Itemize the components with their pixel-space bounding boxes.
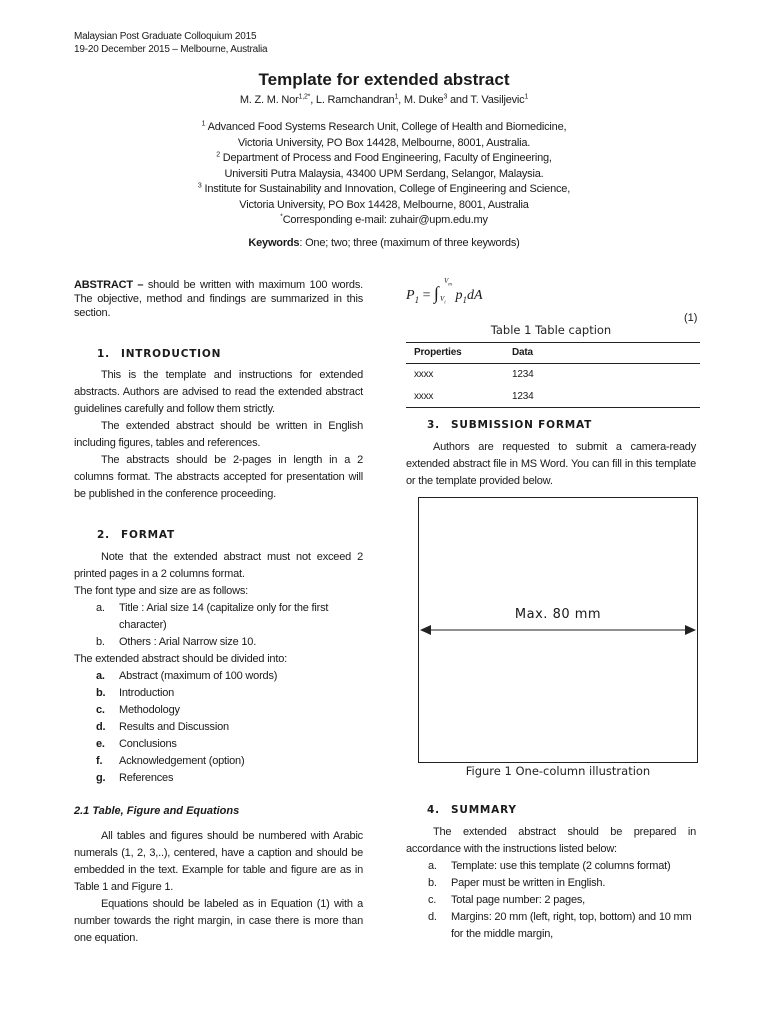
equation-lhs: P bbox=[406, 288, 415, 303]
list-item bbox=[74, 753, 363, 770]
list-item bbox=[74, 634, 363, 651]
corresponding-email bbox=[0, 213, 768, 229]
conference-date: 19-20 December 2015 – Melbourne, Australia bbox=[74, 44, 268, 55]
equation: $P_1$ = ∫ $V_m$ $V_i$ $p_1dA$ bbox=[406, 277, 483, 306]
paragraph: The extended abstract should be written in English including figures, tables and references. bbox=[74, 420, 363, 450]
integral-upper-sub: m bbox=[448, 282, 452, 288]
paragraph: The abstracts should be 2-pages in length in a 2 columns format. The abstracts accepted for presentation will be published in the conference proceeding. bbox=[74, 454, 363, 501]
affiliation-sup: * bbox=[280, 213, 283, 221]
affiliations bbox=[0, 120, 768, 229]
section-heading-introduction bbox=[74, 347, 363, 362]
equation-dA: dA bbox=[466, 288, 483, 303]
author-sup: 3 bbox=[443, 93, 448, 101]
affiliation-text: Advanced Food Systems Research Unit, College of Health and Biomedicine, bbox=[205, 121, 567, 133]
figure-label: Max. 80 mm bbox=[514, 607, 602, 622]
list-marker: c. bbox=[96, 704, 105, 717]
list-item bbox=[74, 770, 363, 787]
paragraph: The extended abstract should be prepared in accordance with the instructions listed below: bbox=[406, 826, 696, 856]
affiliation-line: Victoria University, PO Box 14428, Melbourne, 8001, Australia bbox=[239, 198, 529, 211]
list-marker: b. bbox=[96, 636, 105, 649]
list-item-text: Others : Arial Narrow size 10. bbox=[119, 636, 257, 649]
paragraph: Authors are requested to submit a camera-ready extended abstract file in MS Word. You can fill in this template or the template provided below. bbox=[406, 441, 696, 488]
equation-integrand: p bbox=[455, 288, 463, 303]
paragraph: This is the template and instructions for extended abstracts. Authors are advised to read the extended abstract guidelines carefully and follow them strictly. bbox=[74, 369, 363, 416]
list-item-text: Abstract (maximum of 100 words) bbox=[119, 670, 278, 683]
author-name: M. Z. M. Nor bbox=[239, 94, 299, 106]
list-marker: e. bbox=[96, 738, 105, 751]
list-marker: d. bbox=[96, 721, 106, 734]
abstract-text: should be written with maximum 100 words. The objective, method and findings are summarized in this section. bbox=[74, 279, 364, 319]
list-item-text: References bbox=[119, 772, 174, 785]
paragraph: All tables and figures should be numbered with Arabic numerals (1, 2, 3,..), centered, have a caption and should be embedded in the text. Example for table and figure are as in Table 1 and Figure 1. bbox=[74, 830, 363, 894]
list-marker: a. bbox=[96, 670, 105, 683]
section-title: SUMMARY bbox=[451, 804, 517, 816]
table-body bbox=[406, 364, 700, 408]
table-cell: xxxx bbox=[406, 386, 504, 408]
list-item-text: Margins: 20 mm (left, right, top, bottom) and 10 mm for the middle margin, bbox=[451, 911, 692, 941]
table-header-cell: Data bbox=[504, 342, 700, 364]
conference-header bbox=[74, 30, 267, 56]
paragraph: Note that the extended abstract must not exceed 2 printed pages in a 2 columns format. bbox=[74, 551, 363, 581]
keywords-label: Keywords bbox=[248, 237, 300, 249]
affiliation-sup: 2 bbox=[216, 151, 220, 159]
list-marker: f. bbox=[96, 755, 103, 768]
table-row bbox=[406, 364, 700, 386]
affiliation-line bbox=[0, 120, 768, 136]
section-heading-summary bbox=[406, 803, 696, 818]
author-name: , M. Duke bbox=[398, 94, 444, 106]
list-marker: c. bbox=[428, 894, 437, 907]
integral-lower: V bbox=[439, 295, 445, 303]
affiliation-line bbox=[0, 151, 768, 167]
paragraph: The extended abstract should be divided into: bbox=[74, 653, 287, 666]
section-number: 3. bbox=[427, 419, 440, 432]
keywords bbox=[0, 236, 768, 252]
list-item bbox=[74, 702, 363, 719]
author-name: , L. Ramchandran bbox=[310, 94, 395, 106]
affiliation-sup: 1 bbox=[201, 120, 206, 128]
list-item-text: Title : Arial size 14 (capitalize only for the first character) bbox=[119, 602, 329, 632]
section-title: FORMAT bbox=[121, 529, 175, 542]
equation-integrand-sub: 1 bbox=[462, 294, 467, 305]
paragraph: Equations should be labeled as in Equation (1) with a number towards the right margin, in case there is more than one equation. bbox=[74, 898, 363, 945]
integral-sign: ∫ $V_m$ $V_i$ bbox=[433, 277, 452, 306]
keywords-text: : One; two; three (maximum of three keywords) bbox=[299, 237, 520, 249]
list-marker: a. bbox=[428, 860, 437, 873]
author-sup: 1 bbox=[524, 93, 529, 101]
section-number: 2. bbox=[97, 529, 110, 542]
author-name: and T. Vasiljevic bbox=[447, 94, 525, 106]
table-caption: Table 1 Table caption bbox=[490, 323, 612, 337]
double-arrow-icon bbox=[419, 623, 697, 637]
font-list bbox=[74, 600, 363, 651]
section-number: 1. bbox=[97, 348, 110, 360]
section-title: INTRODUCTION bbox=[121, 348, 222, 360]
list-item-text: Introduction bbox=[119, 687, 175, 700]
affiliation-text: Department of Process and Food Engineering, Faculty of Engineering, bbox=[219, 152, 552, 164]
list-item bbox=[74, 685, 363, 702]
equation-number: (1) bbox=[684, 312, 698, 324]
table-row bbox=[406, 386, 700, 408]
list-item-text: Template: use this template (2 columns format) bbox=[451, 860, 671, 873]
section-heading-format bbox=[74, 528, 363, 543]
list-marker: b. bbox=[96, 687, 106, 700]
abstract-label: ABSTRACT – bbox=[74, 279, 144, 291]
figure-caption: Figure 1 One-column illustration bbox=[465, 764, 651, 778]
abstract bbox=[74, 278, 363, 320]
table-header-cell: Properties bbox=[406, 342, 504, 364]
paragraph: The font type and size are as follows: bbox=[74, 585, 248, 598]
section-number: 4. bbox=[427, 804, 440, 816]
list-item bbox=[74, 736, 363, 753]
right-column bbox=[406, 322, 696, 490]
figure-1-box bbox=[418, 497, 698, 763]
section-heading-submission bbox=[406, 418, 696, 433]
summary-list bbox=[406, 858, 696, 943]
integral-lower-sub: i bbox=[444, 300, 446, 306]
list-item bbox=[406, 892, 696, 909]
list-item-text: Conclusions bbox=[119, 738, 177, 751]
list-item bbox=[406, 875, 696, 892]
affiliation-line: Universiti Putra Malaysia, 43400 UPM Serdang, Selangor, Malaysia. bbox=[224, 167, 544, 180]
table-cell: xxxx bbox=[414, 369, 434, 381]
author-sup: 1,2* bbox=[298, 93, 311, 101]
list-item-text: Results and Discussion bbox=[119, 721, 229, 734]
affiliation-line bbox=[0, 182, 768, 198]
table-header-row bbox=[406, 342, 700, 364]
list-item bbox=[74, 719, 363, 736]
list-item-text: Methodology bbox=[119, 704, 180, 717]
list-item bbox=[406, 858, 696, 875]
section-title: SUBMISSION FORMAT bbox=[451, 419, 593, 432]
conference-name: Malaysian Post Graduate Colloquium 2015 bbox=[74, 31, 257, 42]
list-item-text: Paper must be written in English. bbox=[451, 877, 606, 890]
list-marker: g. bbox=[96, 772, 106, 785]
list-item bbox=[406, 909, 696, 943]
table-cell: 1234 bbox=[504, 386, 700, 408]
affiliation-text: Corresponding e-mail: zuhair@upm.edu.my bbox=[282, 214, 488, 226]
integral-upper: V bbox=[443, 277, 449, 285]
author-list bbox=[0, 93, 768, 109]
list-marker: b. bbox=[428, 877, 437, 890]
affiliation-text: Institute for Sustainability and Innovation, College of Engineering and Science, bbox=[201, 183, 571, 195]
list-item-text: Total page number: 2 pages, bbox=[451, 894, 586, 907]
paper-title: Template for extended abstract bbox=[258, 70, 510, 89]
equation-lhs-sub: 1 bbox=[414, 294, 420, 305]
subsection-heading: 2.1 Table, Figure and Equations bbox=[74, 805, 240, 818]
right-column-summary bbox=[406, 803, 696, 943]
affiliation-sup: 3 bbox=[197, 182, 202, 190]
table-cell: 1234 bbox=[512, 369, 534, 381]
affiliation-line: Victoria University, PO Box 14428, Melbourne, 8001, Australia. bbox=[237, 136, 531, 149]
list-item bbox=[74, 600, 363, 634]
parts-list bbox=[74, 668, 363, 787]
left-column bbox=[74, 278, 363, 947]
list-marker: d. bbox=[428, 911, 437, 924]
list-marker: a. bbox=[96, 602, 105, 615]
author-sup: 1 bbox=[394, 93, 399, 101]
list-item-text: Acknowledgement (option) bbox=[119, 755, 245, 768]
table-1 bbox=[406, 342, 700, 409]
list-item bbox=[74, 668, 363, 685]
